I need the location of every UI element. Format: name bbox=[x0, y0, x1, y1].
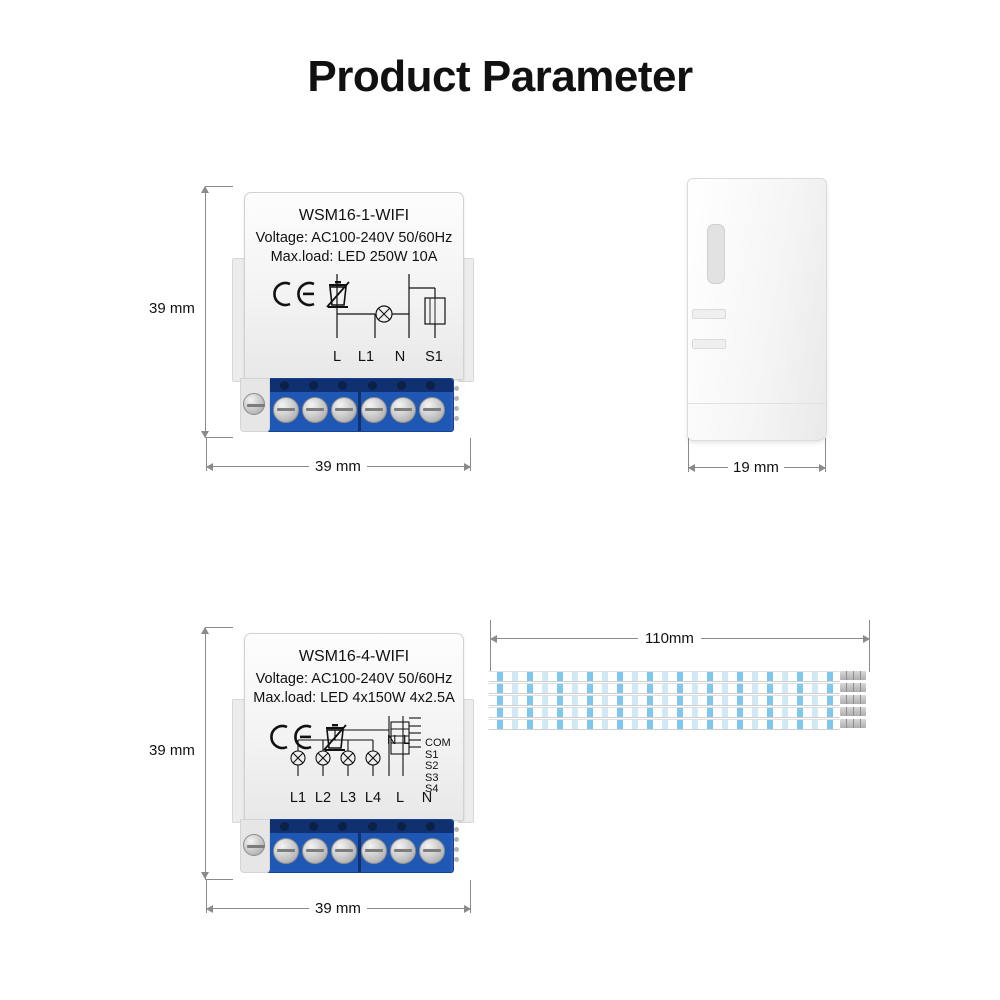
cable-tip bbox=[840, 719, 866, 728]
pin-label: L2 bbox=[314, 790, 332, 806]
schematic-pin-n: N bbox=[387, 732, 397, 747]
cable-tip bbox=[840, 671, 866, 680]
schematic-pin-l: L bbox=[403, 732, 411, 747]
pin-label: L3 bbox=[339, 790, 357, 806]
product-1-module bbox=[232, 192, 472, 438]
product-2-wiring-schematic bbox=[285, 696, 435, 786]
product-1-maxload: Max.load: LED 250W 10A bbox=[270, 249, 438, 265]
pin-label: L bbox=[395, 790, 405, 806]
cable-wire bbox=[488, 719, 840, 730]
product-2-cable-length-label: 110mm bbox=[638, 630, 701, 647]
cable-tip bbox=[840, 695, 866, 704]
module-mount-foot bbox=[240, 378, 270, 432]
product-1-terminal-block bbox=[266, 378, 454, 432]
page-title: Product Parameter bbox=[307, 52, 693, 101]
product-1-model: WSM16-1-WIFI bbox=[298, 207, 410, 224]
product-1-depth-label: 19 mm bbox=[728, 459, 784, 476]
pin-label: L1 bbox=[289, 790, 307, 806]
side-view-slot bbox=[707, 224, 725, 284]
pin-label: N bbox=[421, 790, 433, 806]
product-1-voltage: Voltage: AC100-240V 50/60Hz bbox=[255, 230, 453, 246]
connector-label: S2 bbox=[425, 760, 439, 772]
side-view-notch-top bbox=[692, 309, 726, 319]
product-2-module bbox=[232, 633, 472, 879]
cable-wire bbox=[488, 683, 840, 694]
module-face bbox=[244, 192, 464, 380]
connector-label: S4 bbox=[425, 783, 439, 795]
side-view-notch-bottom bbox=[692, 339, 726, 349]
module-face bbox=[244, 633, 464, 821]
module-side-vents bbox=[454, 827, 459, 867]
product-1-height-label: 39 mm bbox=[149, 300, 195, 317]
product-2-model: WSM16-4-WIFI bbox=[298, 648, 410, 665]
product-2-height-label: 39 mm bbox=[149, 742, 195, 759]
product-2-maxload: Max.load: LED 4x150W 4x2.5A bbox=[253, 690, 455, 706]
cable-wire bbox=[488, 707, 840, 718]
cable-tip bbox=[840, 707, 866, 716]
cable-tip bbox=[840, 683, 866, 692]
connector-label: S1 bbox=[425, 748, 439, 761]
product-2-voltage: Voltage: AC100-240V 50/60Hz bbox=[255, 671, 453, 687]
product-2-connector-labels bbox=[425, 738, 451, 796]
module-side-vents bbox=[454, 386, 459, 426]
product-1-side-view bbox=[687, 178, 827, 441]
pin-label: S1 bbox=[425, 349, 443, 365]
product-1-wiring-schematic bbox=[329, 268, 459, 346]
ce-mark bbox=[270, 281, 316, 307]
cable-wire bbox=[488, 695, 840, 706]
pin-label: L1 bbox=[357, 349, 375, 365]
product-2-cable bbox=[488, 671, 878, 737]
product-2-terminal-block bbox=[266, 819, 454, 873]
connector-label: COM bbox=[425, 737, 451, 749]
cable-wire bbox=[488, 671, 840, 682]
pin-label: L bbox=[332, 349, 342, 365]
pin-label: N bbox=[394, 349, 406, 365]
pin-label: L4 bbox=[364, 790, 382, 806]
module-mount-foot bbox=[240, 819, 270, 873]
product-2-width-label: 39 mm bbox=[309, 900, 367, 917]
product-1-width-label: 39 mm bbox=[309, 458, 367, 475]
connector-label: S3 bbox=[425, 771, 439, 784]
